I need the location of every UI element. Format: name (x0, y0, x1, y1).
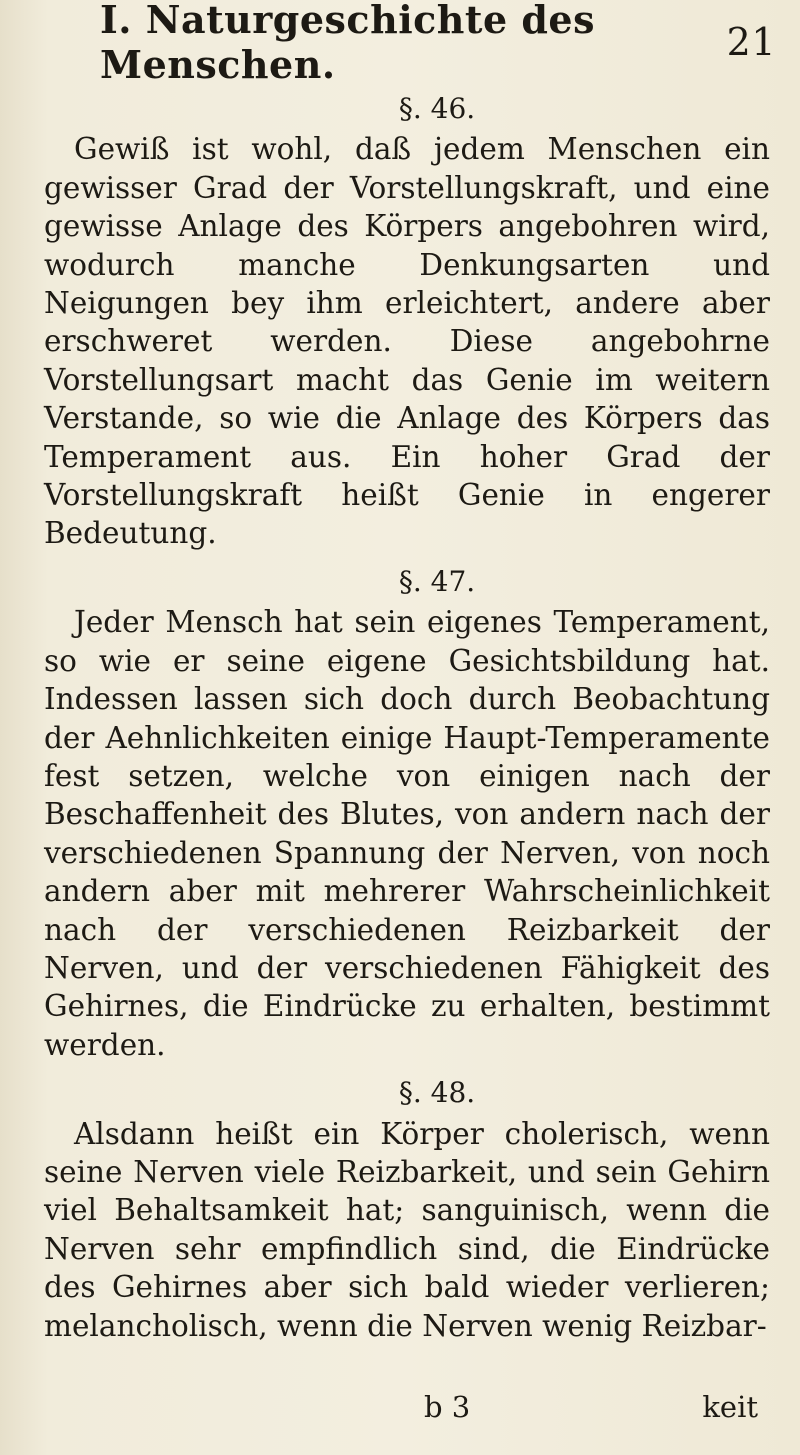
section-number: §. 48. (398, 1076, 476, 1110)
signature-mark: b 3 (424, 1390, 471, 1424)
section-48 (44, 1074, 770, 1345)
running-header (100, 0, 776, 87)
section-number: §. 47. (398, 564, 476, 598)
running-title: I. Naturgeschichte des Menschen. (100, 0, 595, 87)
paragraph: Jeder Mensch hat sein eigenes Temperament, so wie er seine eigene Gesichtsbildung hat. Indessen lassen sich doch durch Beobachtung der Aehnlichkeiten einige Haupt-Temperamente fest setzen, welche von einigen nach der Beschaffenheit des Blutes, von andern nach der verschiedenen Spannung der Nerven, von noch andern aber mit mehrerer Wahrscheinlichkeit nach der verschiedenen Reizbarkeit der Nerven, und der verschiedenen Fähigkeit des Gehirnes, die Eindrücke zu erhalten, bestimmt werden. (44, 605, 770, 1062)
paragraph: Alsdann heißt ein Körper cholerisch, wenn seine Nerven viele Reizbarkeit, und sein Gehirn viel Behaltsamkeit hat; sanguinisch, wenn die Nerven sehr empfindlich sind, die Eindrücke des Gehirnes aber sich bald wieder verlieren; melancholisch, wenn die Nerven wenig Reizbar- (44, 1116, 770, 1343)
page-number: 21 (726, 20, 776, 64)
section-number: §. 46. (398, 92, 476, 125)
page-body (44, 86, 770, 1355)
section-46 (44, 90, 770, 553)
catchword: keit (702, 1390, 758, 1424)
paragraph: Gewiß ist wohl, daß jedem Menschen ein gewisser Grad der Vorstellungskraft, und eine gewisse Anlage des Körpers angebohren wird, wodurch manche Denkungsarten und Neigungen bey ihm erleichtert, andere aber erschweret werden. Diese angebohrne Vorstellungsart macht das Genie im weitern Verstande, so wie die Anlage des Körpers das Temperament aus. Ein hoher Grad der Vorstellungskraft heißt Genie in engerer Bedeutung. (44, 132, 770, 551)
section-47 (44, 563, 770, 1064)
page-footer (44, 1390, 770, 1430)
